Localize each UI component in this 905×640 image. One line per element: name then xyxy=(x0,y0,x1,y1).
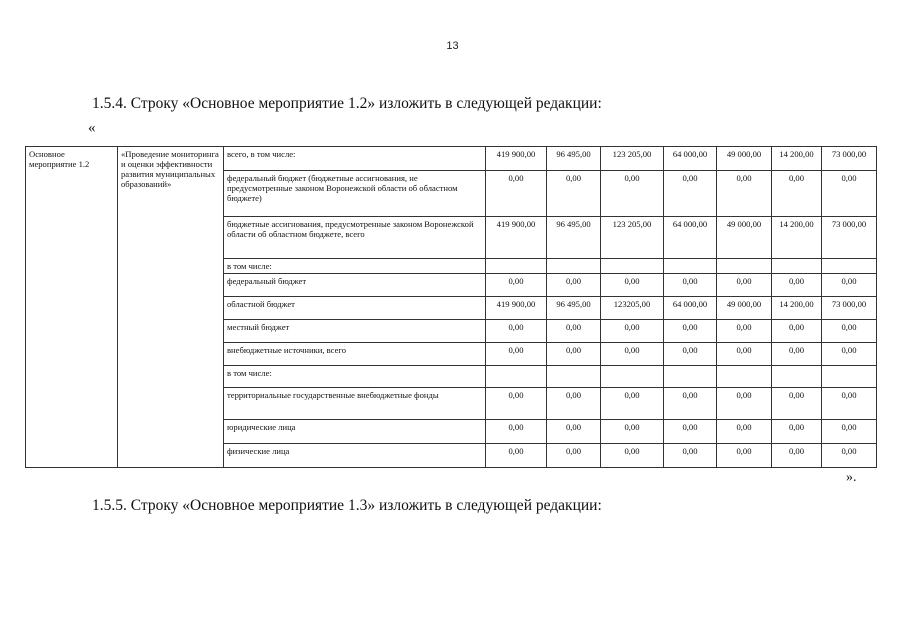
value-cell xyxy=(486,366,547,388)
row-label: в том числе: xyxy=(224,366,486,388)
value-cell: 0,00 xyxy=(547,320,601,343)
row-label: физические лица xyxy=(224,444,486,468)
value-cell: 0,00 xyxy=(664,420,717,444)
value-cell: 0,00 xyxy=(601,274,664,297)
value-cell: 49 000,00 xyxy=(717,217,772,259)
value-cell: 0,00 xyxy=(486,320,547,343)
value-cell: 0,00 xyxy=(717,420,772,444)
value-cell: 0,00 xyxy=(486,444,547,468)
value-cell: 0,00 xyxy=(822,444,877,468)
value-cell: 0,00 xyxy=(772,320,822,343)
value-cell: 0,00 xyxy=(601,388,664,420)
value-cell: 0,00 xyxy=(772,420,822,444)
value-cell xyxy=(717,259,772,274)
value-cell: 0,00 xyxy=(822,388,877,420)
closing-quote: ». xyxy=(846,470,857,485)
value-cell: 0,00 xyxy=(486,274,547,297)
row-label: местный бюджет xyxy=(224,320,486,343)
value-cell: 0,00 xyxy=(601,420,664,444)
value-cell: 123 205,00 xyxy=(601,217,664,259)
value-cell: 0,00 xyxy=(547,420,601,444)
row-label: федеральный бюджет xyxy=(224,274,486,297)
value-cell: 0,00 xyxy=(664,444,717,468)
value-cell: 0,00 xyxy=(717,320,772,343)
activity-type-cell: Основное мероприятие 1.2 xyxy=(26,147,118,468)
value-cell xyxy=(547,366,601,388)
value-cell: 73 000,00 xyxy=(822,217,877,259)
value-cell xyxy=(601,366,664,388)
value-cell: 0,00 xyxy=(772,388,822,420)
value-cell: 0,00 xyxy=(717,343,772,366)
value-cell: 0,00 xyxy=(717,388,772,420)
value-cell: 0,00 xyxy=(601,343,664,366)
value-cell: 73 000,00 xyxy=(822,147,877,171)
value-cell: 0,00 xyxy=(664,320,717,343)
value-cell: 419 900,00 xyxy=(486,217,547,259)
value-cell: 0,00 xyxy=(547,343,601,366)
value-cell: 96 495,00 xyxy=(547,147,601,171)
value-cell: 0,00 xyxy=(486,171,547,217)
value-cell: 0,00 xyxy=(664,171,717,217)
value-cell: 0,00 xyxy=(822,171,877,217)
value-cell: 0,00 xyxy=(772,343,822,366)
value-cell: 123 205,00 xyxy=(601,147,664,171)
value-cell xyxy=(822,259,877,274)
value-cell: 73 000,00 xyxy=(822,297,877,320)
value-cell: 0,00 xyxy=(547,274,601,297)
value-cell: 96 495,00 xyxy=(547,217,601,259)
value-cell xyxy=(717,366,772,388)
value-cell xyxy=(664,259,717,274)
row-label: в том числе: xyxy=(224,259,486,274)
value-cell: 123205,00 xyxy=(601,297,664,320)
activity-name-cell: «Проведение мониторинга и оценки эффективности развития муниципальных образований» xyxy=(118,147,224,468)
value-cell: 49 000,00 xyxy=(717,297,772,320)
row-label: всего, в том числе: xyxy=(224,147,486,171)
value-cell xyxy=(547,259,601,274)
value-cell: 0,00 xyxy=(547,171,601,217)
value-cell: 0,00 xyxy=(822,320,877,343)
value-cell xyxy=(486,259,547,274)
value-cell: 0,00 xyxy=(486,420,547,444)
value-cell: 14 200,00 xyxy=(772,147,822,171)
value-cell xyxy=(822,366,877,388)
section-heading-1-5-5: 1.5.5. Строку «Основное мероприятие 1.3» изложить в следующей редакции: xyxy=(92,497,602,514)
value-cell: 64 000,00 xyxy=(664,217,717,259)
value-cell: 0,00 xyxy=(772,171,822,217)
value-cell: 14 200,00 xyxy=(772,297,822,320)
value-cell: 0,00 xyxy=(547,388,601,420)
value-cell: 0,00 xyxy=(601,171,664,217)
value-cell: 14 200,00 xyxy=(772,217,822,259)
value-cell: 0,00 xyxy=(664,274,717,297)
value-cell: 0,00 xyxy=(601,444,664,468)
row-label: территориальные государственные внебюджетные фонды xyxy=(224,388,486,420)
value-cell: 64 000,00 xyxy=(664,147,717,171)
value-cell: 0,00 xyxy=(822,274,877,297)
value-cell: 0,00 xyxy=(772,444,822,468)
value-cell: 64 000,00 xyxy=(664,297,717,320)
row-label: бюджетные ассигнования, предусмотренные законом Воронежской области об областном бюджете, всего xyxy=(224,217,486,259)
value-cell: 0,00 xyxy=(664,388,717,420)
value-cell: 0,00 xyxy=(664,343,717,366)
value-cell: 0,00 xyxy=(822,420,877,444)
value-cell xyxy=(664,366,717,388)
row-label: областной бюджет xyxy=(224,297,486,320)
value-cell xyxy=(601,259,664,274)
row-label: федеральный бюджет (бюджетные ассигнования, не предусмотренные законом Воронежской области об областном бюджете) xyxy=(224,171,486,217)
row-label: юридические лица xyxy=(224,420,486,444)
budget-table xyxy=(25,146,877,468)
value-cell: 0,00 xyxy=(547,444,601,468)
value-cell xyxy=(772,259,822,274)
value-cell: 0,00 xyxy=(486,388,547,420)
value-cell: 0,00 xyxy=(772,274,822,297)
value-cell: 419 900,00 xyxy=(486,297,547,320)
value-cell: 0,00 xyxy=(601,320,664,343)
value-cell: 0,00 xyxy=(717,171,772,217)
value-cell: 0,00 xyxy=(486,343,547,366)
value-cell: 419 900,00 xyxy=(486,147,547,171)
value-cell: 0,00 xyxy=(822,343,877,366)
page-number: 13 xyxy=(446,40,459,52)
table-row xyxy=(26,147,877,171)
value-cell: 96 495,00 xyxy=(547,297,601,320)
value-cell: 0,00 xyxy=(717,444,772,468)
section-heading-1-5-4: 1.5.4. Строку «Основное мероприятие 1.2» изложить в следующей редакции: xyxy=(92,95,602,112)
value-cell: 49 000,00 xyxy=(717,147,772,171)
value-cell: 0,00 xyxy=(717,274,772,297)
value-cell xyxy=(772,366,822,388)
row-label: внебюджетные источники, всего xyxy=(224,343,486,366)
opening-quote: « xyxy=(88,120,96,136)
